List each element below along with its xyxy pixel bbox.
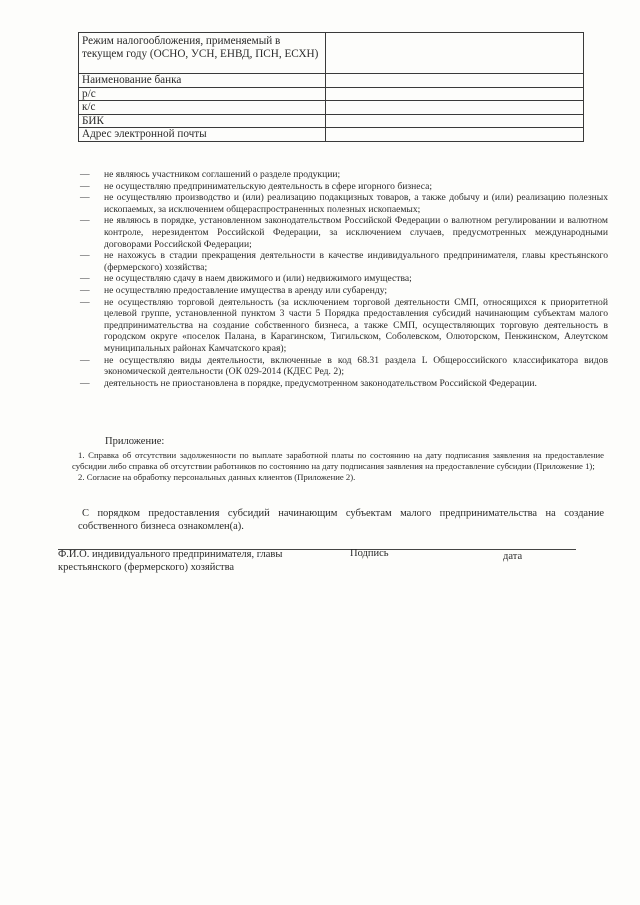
list-item: [78, 215, 608, 250]
account-label: р/с: [79, 87, 326, 101]
dash-marker: —: [80, 296, 90, 308]
bik-value: [326, 114, 584, 128]
declaration-text: не осуществляю производство и (или) реализацию подакцизных товаров, а также добычу и (или) реализацию полезных ископаемых, за исключением общераспространенных полезных ископаемых;: [104, 192, 608, 215]
dash-marker: —: [80, 215, 90, 227]
agreement-text: С порядком предоставления субсидий начинающим субъектам малого предпринимательства на создание собственного бизнеса ознакомлен(а).: [78, 508, 604, 532]
declaration-text: не осуществляю предоставление имущества в аренду или субаренду;: [104, 284, 388, 296]
declaration-text: не осуществляю предпринимательскую деятельность в сфере игорного бизнеса;: [104, 180, 433, 192]
account-value: [326, 87, 584, 101]
declaration-text: не осуществляю сдачу в наем движимого и (или) недвижимого имущества;: [104, 273, 412, 285]
declaration-text: не нахожусь в стадии прекращения деятельности в качестве индивидуального предпринимателя, главы крестьянского (фермерского) хозяйства;: [104, 250, 608, 273]
dash-marker: —: [80, 180, 90, 192]
corr-account-label: к/с: [79, 101, 326, 115]
bik-label: БИК: [79, 114, 326, 128]
declaration-text: не являюсь в порядке, установленном законодательством Российской Федерации о валютном регулировании и валютном контроле, нерезидентом Российской Федерации, за исключением случаев, предусмотренных международными договорами Российской Федерации;: [104, 215, 608, 250]
declaration-text: не осуществляю виды деятельности, включенные в код 68.31 раздела L Общероссийского классификатора видов экономической деятельности (ОК 029-2014 (КДЕС Ред. 2);: [104, 354, 608, 378]
dash-marker: —: [80, 192, 90, 204]
list-item: [78, 273, 608, 285]
declaration-text: не осуществляю торговой деятельность (за исключением торговой деятельности СМП, относящихся к приоритетной целевой группе, установленной пунктом 3 части 5 Порядка предоставления субсидий начинающим субъектам малого предпринимательства на создание собственного бизнеса, а также СМП, осуществляющих торговую деятельность в городском округе «поселок Палана, в Карагинском, Тигильском, Соболевском, Олюторском, Пенжинском, Алеутском муниципальных районах Камчатского края);: [104, 296, 608, 354]
attachments-title: Приложение:: [105, 436, 165, 447]
table-row: [79, 33, 584, 74]
email-label: Адрес электронной почты: [79, 128, 326, 142]
tax-regime-label: Режим налогообложения, применяемый в текущем году (ОСНО, УСН, ЕНВД, ПСН, ЕСХН): [79, 33, 326, 74]
dash-marker: —: [80, 377, 90, 389]
list-item: [78, 297, 608, 355]
table-row: [79, 74, 584, 88]
attachment-item: 1. Справка об отсутствии задолженности по выплате заработной платы по состоянию на дату подписания заявления на предоставление субсидии либо справка об отсутствии работников по состоянию на дату подписания заявления на предоставление субсидии (Приложение 1);: [72, 450, 604, 471]
table-row: [79, 114, 584, 128]
email-value: [326, 128, 584, 142]
dash-marker: —: [80, 169, 90, 180]
attachment-item: 2. Согласие на обработку персональных данных клиентов (Приложение 2).: [78, 472, 356, 482]
table-row: [79, 128, 584, 142]
attachments-list: [72, 450, 604, 483]
list-item: [78, 355, 608, 378]
signature-name-label: Ф.И.О. индивидуального предпринимателя, главы крестьянского (фермерского) хозяйства: [58, 549, 283, 573]
list-item: [78, 378, 608, 390]
list-item: [78, 192, 608, 215]
signature-date-label: дата: [503, 551, 523, 562]
list-item: [78, 285, 608, 297]
table-row: [79, 87, 584, 101]
declaration-list: [78, 169, 608, 389]
dash-marker: —: [80, 273, 90, 285]
dash-marker: —: [80, 250, 90, 262]
table-row: [79, 101, 584, 115]
tax-regime-value: [326, 33, 584, 74]
corr-account-value: [326, 101, 584, 115]
list-item: [78, 181, 608, 193]
signature-sign-label: Подпись: [350, 548, 389, 559]
list-item: [78, 250, 608, 273]
details-table: [78, 32, 584, 142]
dash-marker: —: [80, 284, 90, 296]
dash-marker: —: [80, 354, 90, 366]
declaration-text: деятельность не приостановлена в порядке, предусмотренном законодательством Российской Федерации.: [104, 377, 537, 389]
declaration-text: не являюсь участником соглашений о разделе продукции;: [104, 169, 341, 180]
list-item: [78, 169, 608, 181]
bank-name-label: Наименование банка: [79, 74, 326, 88]
bank-name-value: [326, 74, 584, 88]
